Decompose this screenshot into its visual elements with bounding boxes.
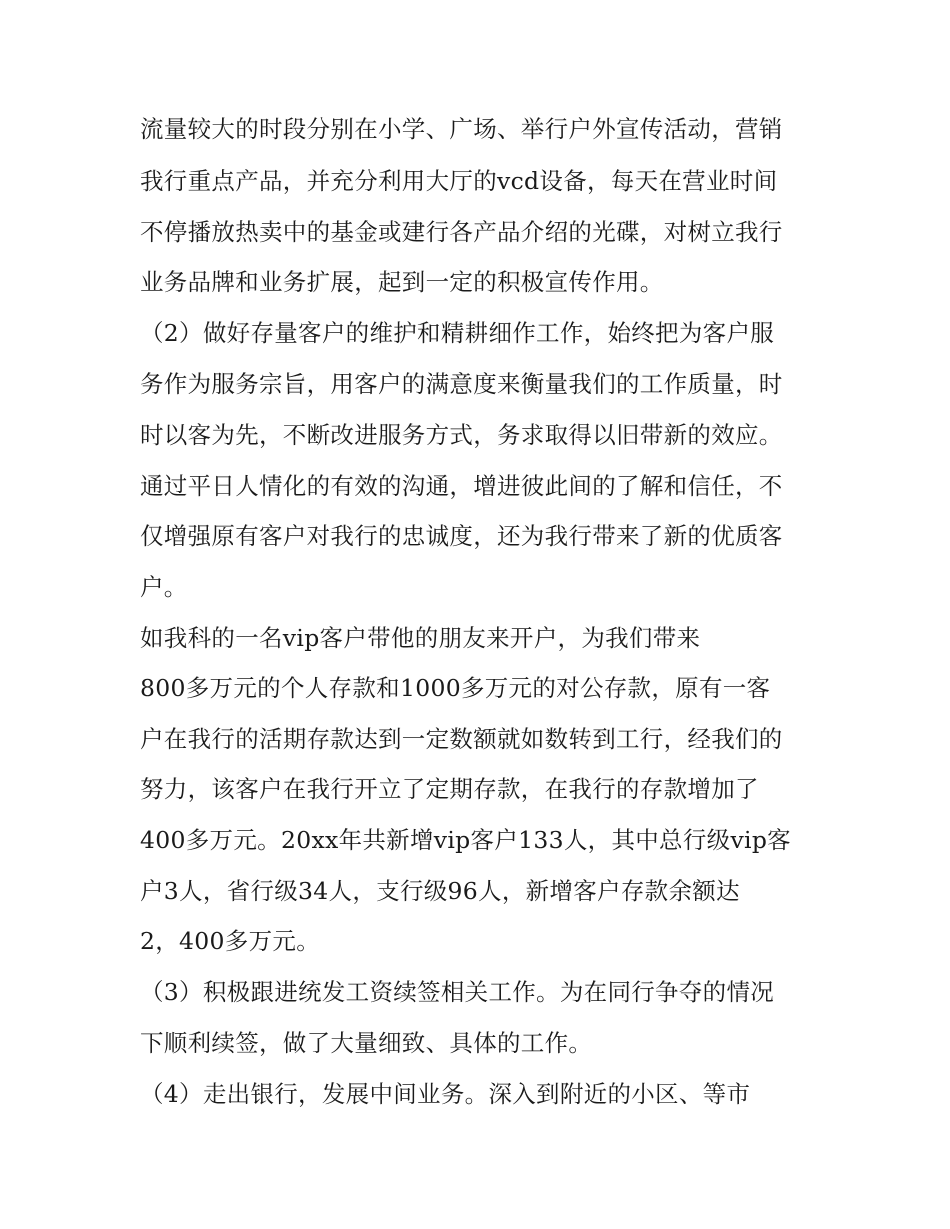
text-line: 不停播放热卖中的基金或建行各产品介绍的光碟，对树立我行 [140, 218, 783, 246]
text-line: 户在我行的活期存款达到一定数额就如数转到工行，经我们的 [140, 725, 783, 753]
text-line: 户。 [140, 573, 188, 601]
text-line: 我行重点产品，并充分利用大厅的vcd设备，每天在营业时间 [140, 167, 778, 195]
text-line: （2）做好存量客户的维护和精耕细作工作，始终把为客户服 [140, 319, 775, 347]
text-line: 业务品牌和业务扩展，起到一定的积极宣传作用。 [140, 268, 664, 296]
text-line: 通过平日人情化的有效的沟通，增进彼此间的了解和信任，不 [140, 472, 783, 500]
text-line: 仅增强原有客户对我行的忠诚度，还为我行带来了新的优质客 [140, 522, 783, 550]
text-line: 户3人，省行级34人，支行级96人，新增客户存款余额达 [140, 877, 740, 905]
text-line: 努力，该客户在我行开立了定期存款，在我行的存款增加了 [140, 775, 759, 803]
text-line: 下顺利续签，做了大量细致、具体的工作。 [140, 1029, 593, 1057]
text-line: 800多万元的个人存款和1000多万元的对公存款，原有一客 [140, 674, 771, 702]
text-line: 务作为服务宗旨，用客户的满意度来衡量我们的工作质量，时 [140, 370, 783, 398]
text-line: 流量较大的时段分别在小学、广场、举行户外宣传活动，营销 [140, 115, 783, 143]
text-line: （3）积极跟进统发工资续签相关工作。为在同行争夺的情况 [140, 978, 775, 1006]
text-line: 400多万元。20xx年共新增vip客户133人，其中总行级vip客 [140, 826, 791, 854]
text-line: 如我科的一名vip客户带他的朋友来开户，为我们带来 [140, 624, 701, 652]
text-line: （4）走出银行，发展中间业务。深入到附近的小区、等市 [140, 1080, 751, 1108]
text-line: 2，400多万元。 [140, 927, 321, 955]
text-line: 时以客为先，不断改进服务方式，务求取得以旧带新的效应。 [140, 421, 783, 449]
